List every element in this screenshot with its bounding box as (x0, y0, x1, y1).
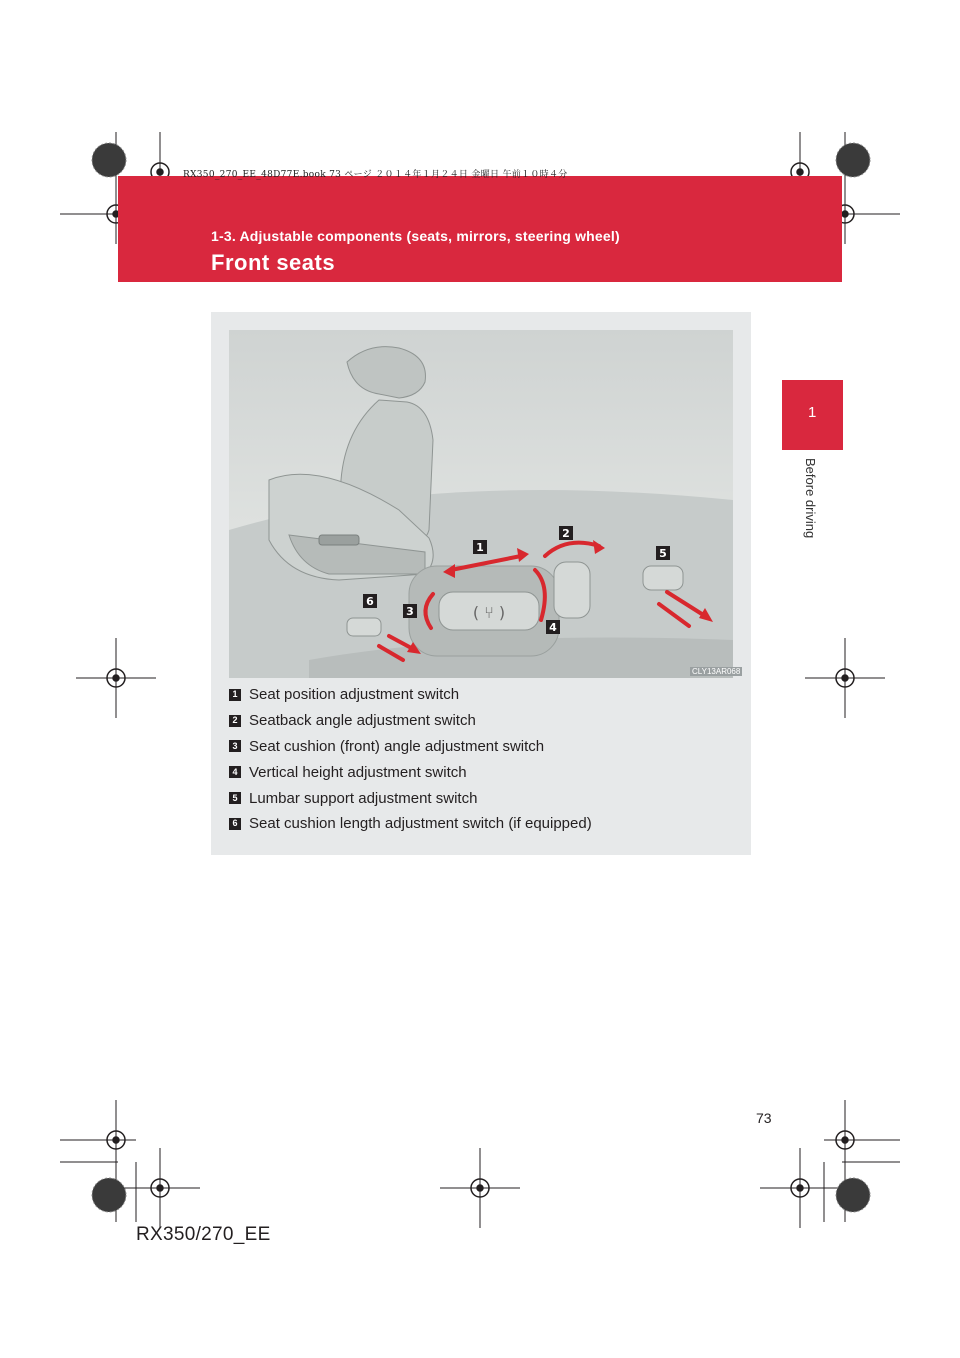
legend-text: Seat cushion length adjustment switch (if equipped) (249, 815, 592, 833)
callout-3-label: 3 (406, 605, 414, 618)
legend-number-badge: 5 (229, 792, 241, 804)
legend-number-badge: 2 (229, 715, 241, 727)
callout-4-label: 4 (549, 621, 557, 634)
legend-item (229, 811, 592, 837)
callout-1-label: 1 (476, 541, 484, 554)
legend-text: Seat cushion (front) angle adjustment switch (249, 737, 545, 755)
page-number: 73 (756, 1110, 772, 1126)
legend-text: Vertical height adjustment switch (249, 763, 467, 781)
legend-item (229, 682, 592, 708)
chapter-title: Before driving (803, 458, 818, 539)
legend-text: Seat position adjustment switch (249, 686, 460, 704)
legend-item (229, 708, 592, 734)
legend-item (229, 734, 592, 760)
legend-number-badge: 6 (229, 818, 241, 830)
svg-text:( ⑂ ): ( ⑂ ) (472, 603, 506, 622)
seat-icon (269, 347, 433, 580)
section-label: 1-3. Adjustable components (seats, mirrors, steering wheel) (211, 228, 620, 244)
legend-item (229, 759, 592, 785)
legend-text: Lumbar support adjustment switch (249, 789, 478, 807)
callout-5-label: 5 (659, 547, 667, 560)
seat-illustration (229, 330, 733, 678)
seat-drawing (229, 330, 733, 678)
chapter-number: 1 (808, 404, 817, 421)
legend-number-badge: 3 (229, 740, 241, 752)
legend-number-badge: 4 (229, 766, 241, 778)
model-code: RX350/270_EE (136, 1224, 271, 1245)
legend-text: Seatback angle adjustment switch (249, 712, 476, 730)
callout-2-label: 2 (562, 527, 570, 540)
page-title: Front seats (211, 250, 336, 275)
book-id: RX350_270_EE_48D77E.book 73 ページ ２０１４年１月２４日 金曜日 午前１０時４分 (183, 170, 568, 180)
image-code: CLY13AR068 (692, 667, 741, 676)
legend-item (229, 785, 592, 811)
legend-number-badge: 1 (229, 689, 241, 701)
switch-legend (229, 682, 592, 837)
callout-6-label: 6 (366, 595, 374, 608)
